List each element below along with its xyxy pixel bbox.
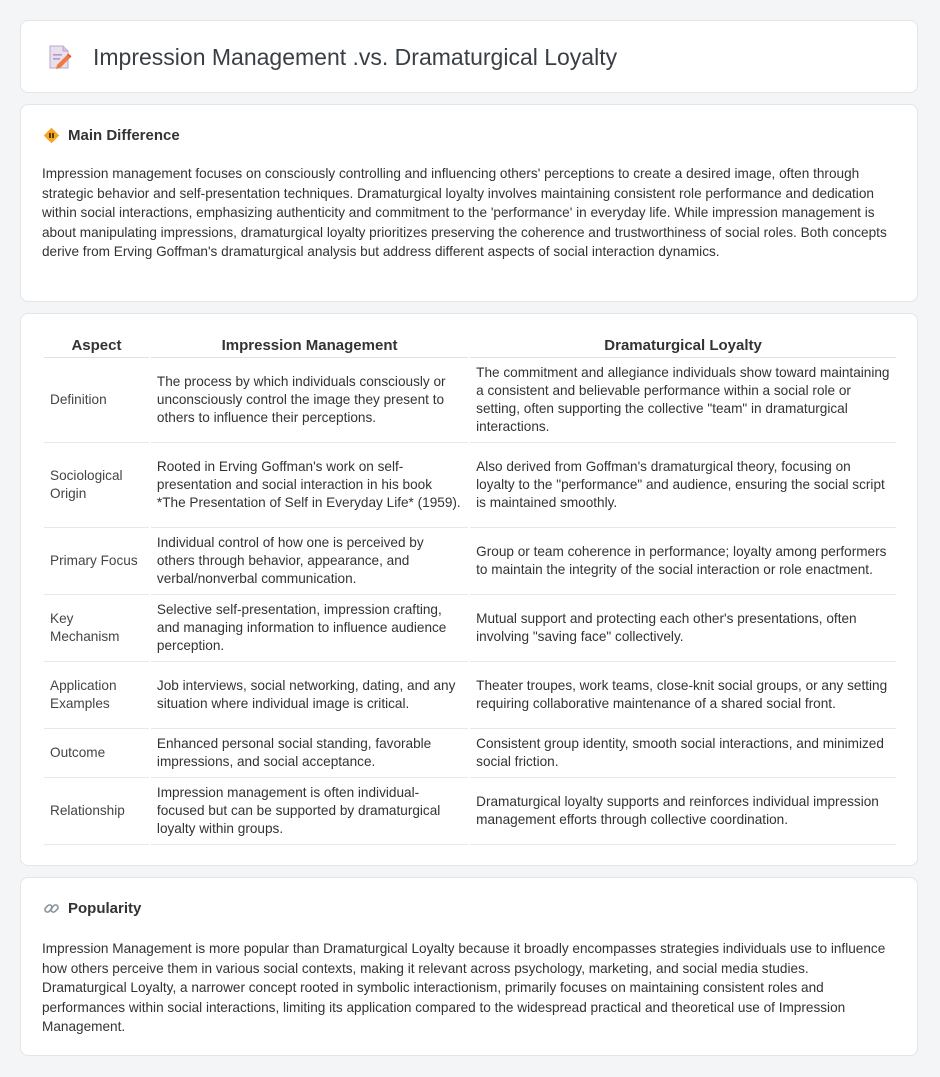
- table-row: [44, 443, 896, 528]
- table-row: [44, 528, 896, 595]
- page-title: Impression Management .vs. Dramaturgical Loyalty: [93, 43, 618, 70]
- aspect-cell: Application Examples: [44, 662, 149, 729]
- table-row: [44, 595, 896, 662]
- impression-management-cell: Individual control of how one is perceived by others through behavior, appearance, and verbal/nonverbal communication.: [151, 528, 468, 595]
- dramaturgical-loyalty-cell: Dramaturgical loyalty supports and reinforces individual impression management efforts through collective coordination.: [470, 778, 896, 845]
- dramaturgical-loyalty-cell: Mutual support and protecting each other's presentations, often involving "saving face" collectively.: [470, 595, 896, 662]
- section-title: Popularity: [68, 900, 142, 917]
- aspect-cell: Sociological Origin: [44, 443, 149, 528]
- aspect-cell: Outcome: [44, 729, 149, 778]
- table-header-row: [44, 335, 896, 358]
- main-difference-text: Impression management focuses on consciously controlling and influencing others' perceptions to create a desired image, often through strategic behavior and self-presentation techniques. Dramaturgical loyalty involves maintaining consistent role performance and dedication within social interactions, emphasizing authenticity and commitment to the 'performance' in everyday life. While impression management is about manipulating impressions, dramaturgical loyalty prioritizes preserving the coherence and trustworthiness of social roles. Both concepts derive from Erving Goffman's dramaturgical analysis but address different aspects of social interaction dynamics.: [42, 166, 887, 259]
- table-row: [44, 662, 896, 729]
- diamond-sign-icon: [43, 127, 60, 144]
- impression-management-cell: Rooted in Erving Goffman's work on self-presentation and social interaction in his book *The Presentation of Self in Everyday Life* (1959).: [151, 443, 468, 528]
- header-card: [20, 20, 918, 93]
- section-title: Main Difference: [68, 127, 180, 144]
- column-header: Aspect: [44, 335, 149, 358]
- table-row: [44, 778, 896, 845]
- dramaturgical-loyalty-cell: Consistent group identity, smooth social interactions, and minimized social friction.: [470, 729, 896, 778]
- impression-management-cell: The process by which individuals consciously or unconsciously control the image they present to others to influence their perceptions.: [151, 358, 468, 443]
- dramaturgical-loyalty-cell: Group or team coherence in performance; loyalty among performers to maintain the integrity of the social interaction or role enactment.: [470, 528, 896, 595]
- main-difference-card: [20, 104, 918, 302]
- table-row: [44, 729, 896, 778]
- popularity-text: Impression Management is more popular than Dramaturgical Loyalty because it broadly encompasses strategies individuals use to influence how others perceive them in various social contexts, making it relevant across psychology, marketing, and social media studies. Dramaturgical Loyalty, a narrower concept rooted in symbolic interactionism, primarily focuses on maintaining consistent roles and performances within social interactions, limiting its application compared to the widespread practical and theoretical use of Impression Management.: [42, 941, 886, 1034]
- dramaturgical-loyalty-cell: The commitment and allegiance individuals show toward maintaining a consistent and believable performance within a social role or setting, often supporting the collective "team" in dramaturgical interactions.: [470, 358, 896, 443]
- aspect-cell: Key Mechanism: [44, 595, 149, 662]
- impression-management-cell: Job interviews, social networking, dating, and any situation where individual image is critical.: [151, 662, 468, 729]
- dramaturgical-loyalty-cell: Theater troupes, work teams, close-knit social groups, or any setting requiring collaborative maintenance of a shared social front.: [470, 662, 896, 729]
- comparison-table: [42, 335, 898, 845]
- comparison-table-card: [20, 313, 918, 866]
- link-icon: [43, 900, 60, 917]
- aspect-cell: Primary Focus: [44, 528, 149, 595]
- aspect-cell: Relationship: [44, 778, 149, 845]
- document-edit-icon: [47, 43, 73, 71]
- impression-management-cell: Impression management is often individual-focused but can be supported by dramaturgical loyalty within groups.: [151, 778, 468, 845]
- table-row: [44, 358, 896, 443]
- aspect-cell: Definition: [44, 358, 149, 443]
- impression-management-cell: Selective self-presentation, impression crafting, and managing information to influence audience perception.: [151, 595, 468, 662]
- dramaturgical-loyalty-cell: Also derived from Goffman's dramaturgical theory, focusing on loyalty to the "performance" and audience, ensuring the social script is maintained smoothly.: [470, 443, 896, 528]
- popularity-card: [20, 877, 918, 1056]
- column-header: Dramaturgical Loyalty: [470, 335, 896, 358]
- column-header: Impression Management: [151, 335, 468, 358]
- impression-management-cell: Enhanced personal social standing, favorable impressions, and social acceptance.: [151, 729, 468, 778]
